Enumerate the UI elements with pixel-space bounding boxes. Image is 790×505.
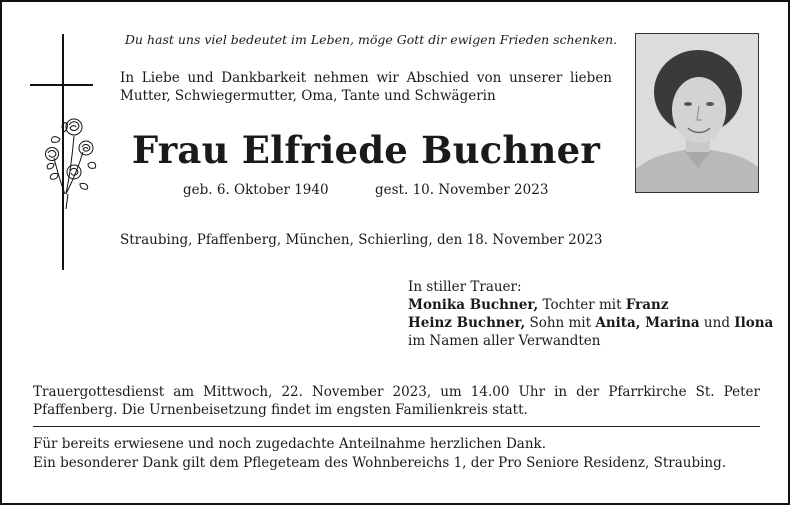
mourner-name: Monika Buchner, [408, 297, 539, 313]
divider [33, 426, 760, 427]
thanks-line: Ein besonderer Dank gilt dem Pflegeteam des Wohnbereichs 1, der Pro Seniore Residenz, Straubing. [33, 455, 727, 471]
portrait-photo [635, 33, 759, 193]
mourning-heading: In stiller Trauer: [408, 279, 522, 295]
mourner-relation: Tochter mit [538, 297, 626, 313]
portrait-image [636, 34, 759, 193]
conjunction: und [699, 315, 735, 331]
mourner-name: Heinz Buchner, [408, 315, 526, 331]
mourner-line: im Namen aller Verwandten [408, 333, 601, 349]
birth-date: geb. 6. Oktober 1940 [183, 182, 329, 198]
thanks-block [33, 435, 726, 473]
mourner-partner: Franz [625, 297, 669, 313]
intro-text: In Liebe und Dankbarkeit nehmen wir Abschied von unserer lieben Mutter, Schwiegermutter, Oma, Tante und Schwägerin [120, 70, 612, 104]
places-and-date: Straubing, Pfaffenberg, München, Schierling, den 18. November 2023 [120, 232, 603, 248]
death-date: gest. 10. November 2023 [375, 182, 549, 198]
mourner-children: Anita, Marina [595, 315, 700, 331]
mourner-child: Ilona [734, 315, 774, 331]
deceased-name: Frau Elfriede Buchner [131, 128, 601, 172]
cross-with-roses-icon [30, 34, 110, 270]
mourner-line [408, 296, 773, 314]
thanks-line: Für bereits erwiesene und noch zugedachte Anteilnahme herzlichen Dank. [33, 436, 546, 452]
motto: Du hast uns viel bedeutet im Leben, möge Gott dir ewigen Frieden schenken. [124, 32, 618, 47]
mourner-relation: Sohn mit [525, 315, 596, 331]
mourners-block [408, 278, 773, 350]
mourner-line [408, 314, 773, 332]
service-info: Trauergottesdienst am Mittwoch, 22. November 2023, um 14.00 Uhr in der Pfarrkirche St. Peter Pfaffenberg. Die Urnenbeisetzung findet im engsten Familienkreis statt. [33, 384, 760, 418]
